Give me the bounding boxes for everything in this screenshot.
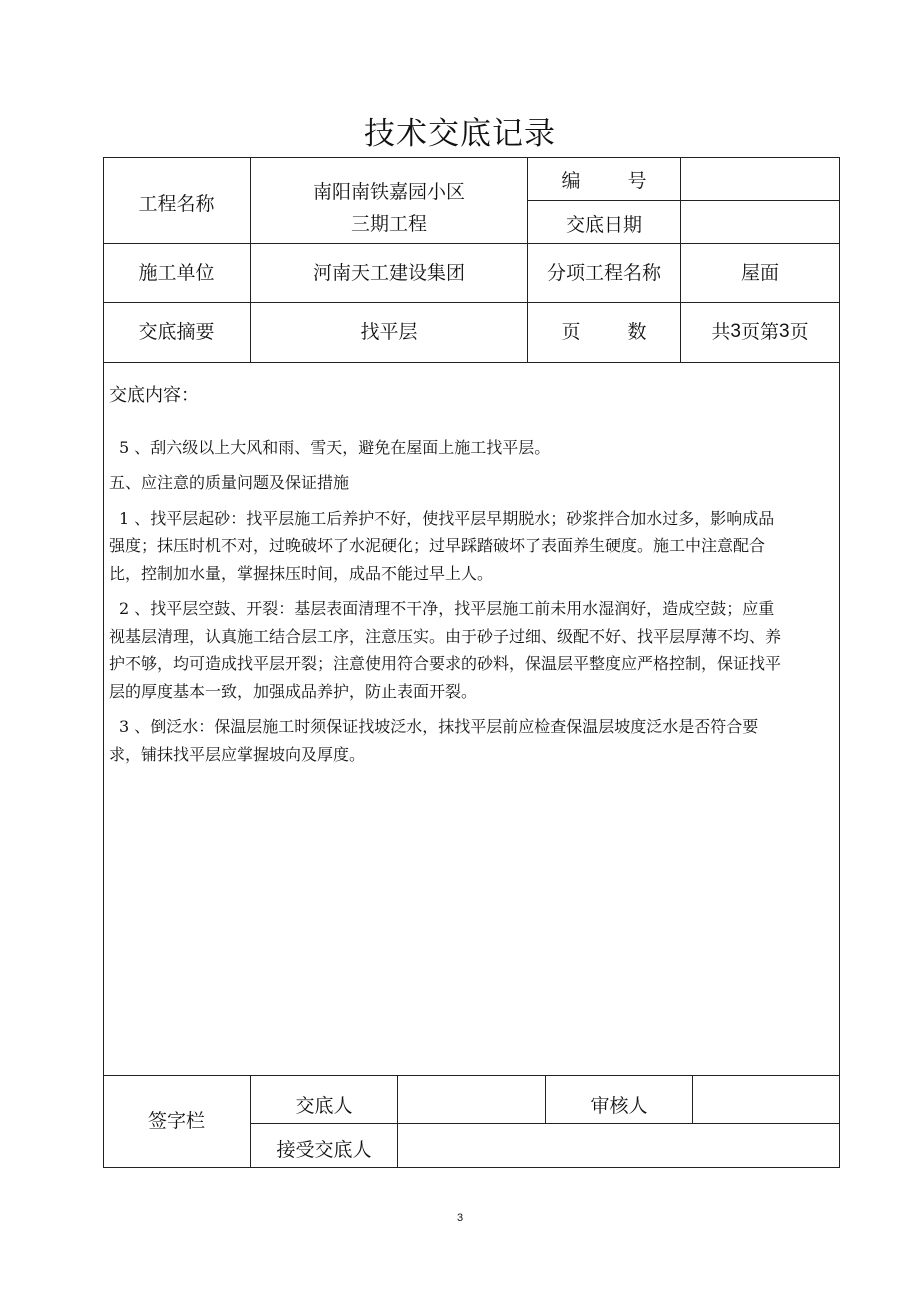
content-paragraph: 五、应注意的质量问题及保证措施 bbox=[109, 473, 350, 492]
content-paragraph: 1 、找平层起砂：找平层施工后养护不好，使找平层早期脱水；砂浆拌合加水过多，影响成品强度；抹压时机不对，过晚破坏了水泥硬化；过早踩踏破坏了表面养生硬度。施工中注意配合比，控制加水量，掌握抹压时间，成品不能过早上人。 bbox=[109, 508, 775, 583]
disclosure-content bbox=[109, 382, 789, 768]
project-name-value bbox=[251, 173, 527, 243]
page-total: 3 bbox=[730, 321, 741, 342]
table-border-right bbox=[839, 157, 840, 1168]
content-paragraph: 2 、找平层空鼓、开裂：基层表面清理不干净，找平层施工前未用水湿润好，造成空鼓；应重视基层清理，认真施工结合层工序，注意压实。由于砂子过细、级配不好、找平层厚薄不均、养护不够，均可造成找平层开裂；注意使用符合要求的砂料，保温层平整度应严格控制，保证找平层的厚度基本一致，加强成品养护，防止表面开裂。 bbox=[109, 599, 782, 701]
content-heading: 交底内容： bbox=[109, 385, 199, 406]
grid-line bbox=[103, 362, 840, 363]
disclosure-date-value[interactable] bbox=[681, 201, 839, 243]
number-label-char1: 编 bbox=[561, 170, 581, 192]
receiver-label: 接受交底人 bbox=[276, 1139, 372, 1161]
page-count-label bbox=[528, 302, 680, 362]
disclosure-form-table bbox=[103, 157, 840, 1168]
project-name-label: 工程名称 bbox=[138, 193, 215, 215]
number-label bbox=[528, 162, 680, 200]
page-count-suffix: 页 bbox=[789, 321, 809, 343]
discloser-label: 交底人 bbox=[295, 1094, 353, 1117]
reviewer-label: 审核人 bbox=[590, 1094, 648, 1117]
table-border-bottom bbox=[103, 1167, 840, 1168]
page-count-prefix: 共 bbox=[711, 321, 731, 343]
page-current: 3 bbox=[779, 321, 790, 342]
page-number: 3 bbox=[456, 1212, 464, 1224]
summary-label: 交底摘要 bbox=[138, 321, 215, 343]
page-count-label-char1: 页 bbox=[561, 321, 581, 343]
number-label-char2: 号 bbox=[627, 170, 647, 192]
content-paragraph: 3 、倒泛水：保温层施工时须保证找坡泛水，抹找平层前应检查保温层坡度泛水是否符合要求，铺抹找平层应掌握坡向及厚度。 bbox=[109, 717, 759, 764]
contractor-label: 施工单位 bbox=[138, 261, 215, 284]
subitem-name-value: 屋面 bbox=[740, 261, 779, 284]
document-title: 技术交底记录 bbox=[364, 116, 556, 152]
number-value[interactable] bbox=[681, 157, 839, 200]
receiver-signature[interactable] bbox=[398, 1124, 839, 1167]
project-name-line2: 三期工程 bbox=[350, 213, 427, 235]
signature-section-label: 签字栏 bbox=[147, 1110, 205, 1132]
subitem-name-label: 分项工程名称 bbox=[546, 261, 661, 284]
project-name-line1: 南阳南铁嘉园小区 bbox=[312, 181, 465, 203]
page-count-value bbox=[681, 302, 839, 362]
content-paragraph: 5 、刮六级以上大风和雨、雪天，避免在屋面上施工找平层。 bbox=[119, 437, 551, 457]
contractor-value: 河南天工建设集团 bbox=[312, 261, 465, 284]
summary-value: 找平层 bbox=[360, 321, 418, 343]
page-count-label-char2: 数 bbox=[627, 321, 647, 343]
reviewer-signature[interactable] bbox=[693, 1075, 839, 1123]
disclosure-date-label: 交底日期 bbox=[565, 214, 642, 236]
page-count-mid: 页第 bbox=[740, 321, 779, 343]
discloser-signature[interactable] bbox=[398, 1075, 545, 1123]
